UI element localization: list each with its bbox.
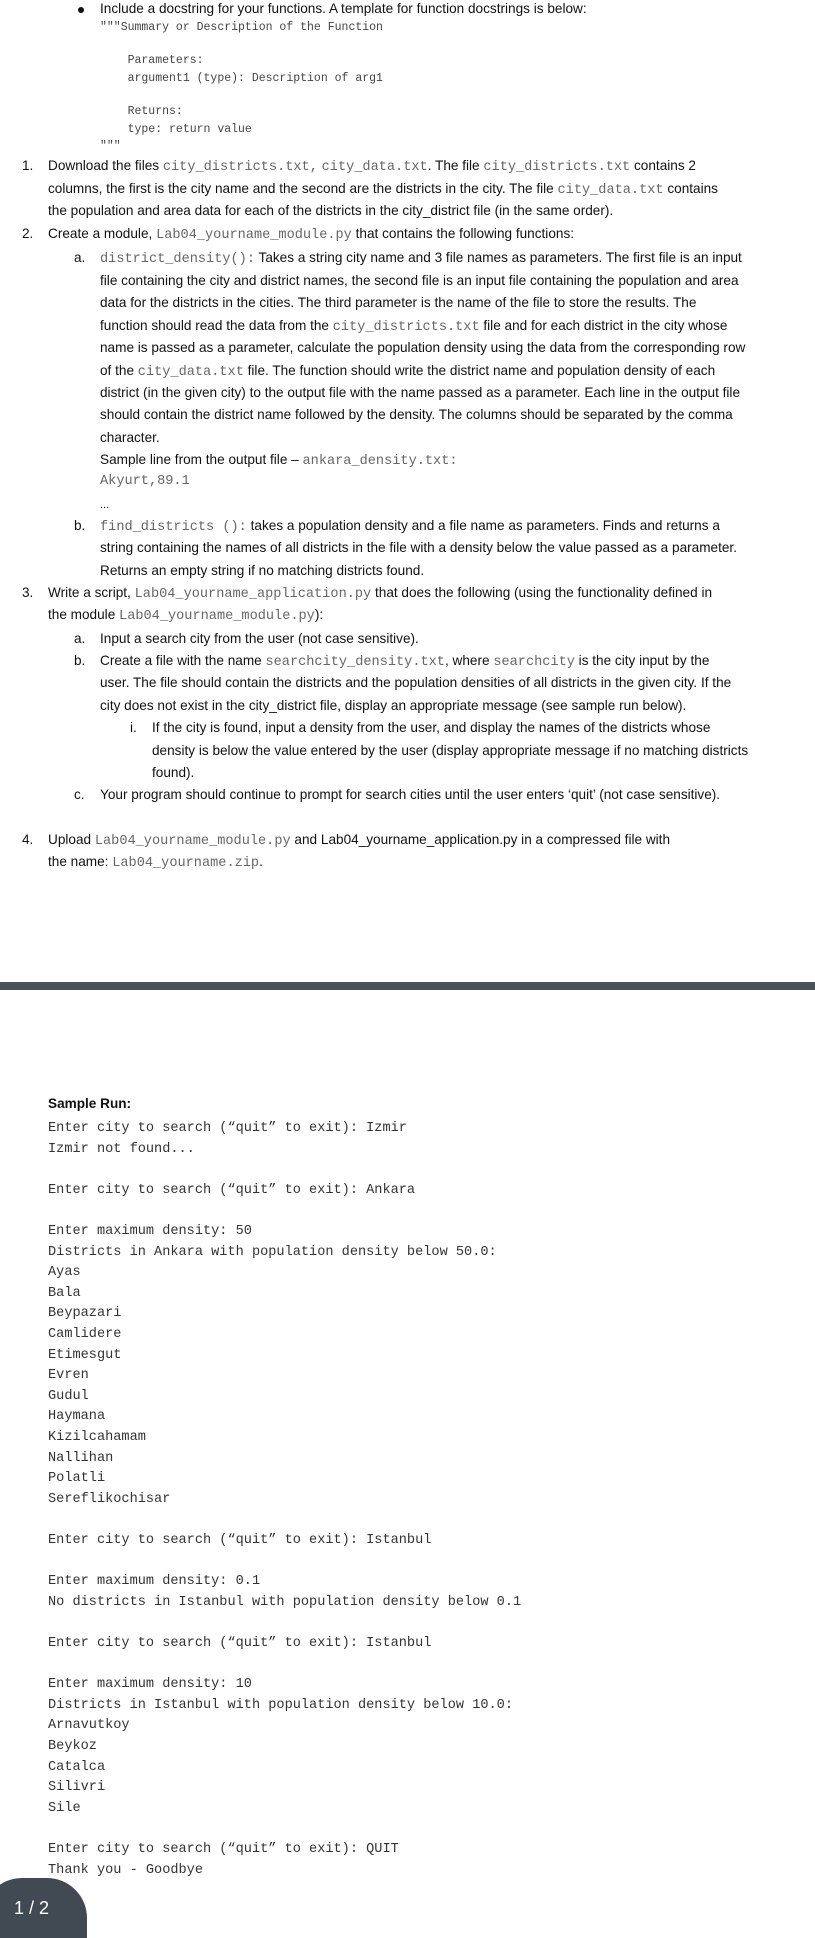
item1-line2 bbox=[48, 178, 718, 202]
item2b-line: string containing the names of all districts in the file with a density below the value passed as a parameter. bbox=[100, 540, 737, 555]
script-name: Lab04_yourname_application.py bbox=[134, 587, 372, 602]
text: Sample line from the output file – bbox=[100, 452, 303, 467]
filename: city_districts.txt bbox=[483, 160, 631, 175]
item3b-line: user. The file should contain the districts and the population densities of all districts in the given city. If the bbox=[100, 675, 732, 690]
docstring-template-line: """Summary or Description of the Function bbox=[100, 21, 383, 34]
item4-line2 bbox=[48, 851, 263, 875]
sample-run-line: Nallihan bbox=[48, 1450, 114, 1466]
sample-run-line: Enter maximum density: 0.1 bbox=[48, 1574, 261, 1590]
sample-run-line: Enter city to search (“quit” to exit): Istanbul bbox=[48, 1636, 432, 1651]
text: Create a file with the name bbox=[100, 653, 266, 668]
text: Write a script, bbox=[48, 585, 135, 600]
filename: searchcity_density.txt bbox=[265, 655, 445, 670]
item3-line2 bbox=[48, 604, 323, 628]
filename: Lab04_yourname.zip bbox=[112, 856, 260, 871]
sample-run-line: Enter city to search (“quit” to exit): Izmir bbox=[48, 1121, 407, 1136]
item-number: 1. bbox=[22, 158, 34, 173]
sample-run-line: Camlidere bbox=[48, 1327, 122, 1342]
text: and Lab04_yourname_application.py bbox=[290, 832, 518, 847]
document-page-2 bbox=[0, 990, 815, 1920]
filename: city_data.txt bbox=[137, 365, 244, 380]
subitem-letter: b. bbox=[74, 518, 86, 533]
bullet-icon bbox=[78, 7, 84, 13]
subitem-letter: c. bbox=[74, 787, 85, 802]
ellipsis: ... bbox=[100, 499, 110, 511]
filename: city_data.txt bbox=[557, 183, 664, 198]
item2a-line bbox=[100, 315, 727, 339]
page-number: 1 / 2 bbox=[14, 1898, 50, 1918]
function-name: district_density(): bbox=[100, 252, 255, 267]
item2a-line: district (in the given city) to the output file with the name passed as a parameter. Each line in the output file bbox=[100, 385, 741, 400]
text: Download the files bbox=[48, 158, 163, 173]
docstring-template-line: """ bbox=[100, 140, 121, 153]
sample-run-line: Polatli bbox=[48, 1471, 106, 1487]
sample-run-line: Arnavutkoy bbox=[48, 1718, 130, 1734]
function-name: find_districts (): bbox=[100, 520, 247, 535]
sample-run-line: Sile bbox=[48, 1800, 81, 1816]
item3b-line: city does not exist in the city_district file, display an appropriate message (see sample run below). bbox=[100, 698, 687, 713]
docstring-template-line: type: return value bbox=[100, 123, 252, 136]
filename: city_districts.txt bbox=[332, 320, 480, 335]
text: Upload bbox=[48, 832, 95, 847]
item2a-line: character. bbox=[100, 430, 160, 445]
text: takes a population density and a file name as parameters. Finds and returns a bbox=[246, 518, 720, 533]
text: that contains the following functions: bbox=[351, 226, 575, 241]
sample-run-line: Bala bbox=[48, 1285, 81, 1301]
sample-run-line: Evren bbox=[48, 1368, 89, 1384]
sample-run-line: Districts in Ankara with population density below 50.0: bbox=[48, 1244, 497, 1260]
text: is the city input by the bbox=[574, 653, 710, 668]
item3bi-line: If the city is found, input a density from the user, and display the names of the districts whose bbox=[152, 720, 711, 735]
text: in a compressed file with bbox=[517, 832, 671, 847]
docstring-template-line: Parameters: bbox=[100, 54, 204, 67]
sample-run-line: Ayas bbox=[48, 1265, 81, 1281]
item2a-line: name is passed as a parameter, calculate the population density using the data from the corresponding row bbox=[100, 340, 746, 355]
item2-line1 bbox=[48, 223, 574, 247]
subitem-letter: b. bbox=[74, 653, 86, 668]
sample-run-heading: Sample Run: bbox=[48, 1096, 132, 1111]
item4-line1 bbox=[48, 829, 670, 853]
sample-run-line: Beykoz bbox=[48, 1739, 97, 1754]
item3b-line1 bbox=[100, 650, 709, 674]
item-number: 2. bbox=[22, 226, 34, 241]
sample-run-line: Catalca bbox=[48, 1759, 106, 1775]
docstring-intro: Include a docstring for your functions. A template for function docstrings is below: bbox=[100, 1, 587, 16]
text: contains bbox=[663, 181, 718, 196]
filename: ankara_density.txt: bbox=[302, 454, 458, 469]
text: that does the following (using the functionality defined in bbox=[371, 585, 713, 600]
item-number: 4. bbox=[22, 832, 34, 847]
filename: Lab04_yourname_module.py bbox=[94, 834, 291, 849]
text: contains 2 bbox=[630, 158, 696, 173]
module-name: Lab04_yourname_module.py bbox=[156, 228, 352, 243]
item3-line1 bbox=[48, 582, 712, 606]
item2b-line: Returns an empty string if no matching districts found. bbox=[100, 563, 425, 578]
docstring-template-line: Returns: bbox=[100, 105, 183, 118]
module-name: Lab04_yourname_module.py bbox=[119, 609, 315, 624]
sample-run-line: Haymana bbox=[48, 1409, 106, 1425]
sample-run-line: Sereflikochisar bbox=[48, 1491, 171, 1507]
sample-output-line: Akyurt,89.1 bbox=[100, 474, 190, 489]
sample-run-line: Enter city to search (“quit” to exit): QUIT bbox=[48, 1842, 399, 1857]
text: file and for each district in the city whose bbox=[479, 318, 728, 333]
text: Create a module, bbox=[48, 226, 157, 241]
item1-line3: the population and area data for each of the districts in the city_district file (in the same order). bbox=[48, 203, 614, 218]
sample-run-line: Enter maximum density: 10 bbox=[48, 1677, 252, 1693]
item1-line1 bbox=[48, 155, 696, 179]
text: ): bbox=[314, 607, 324, 622]
item2a-sample bbox=[100, 449, 458, 473]
sample-run-line: Etimesgut bbox=[48, 1347, 122, 1363]
text: the module bbox=[48, 607, 120, 622]
text: of the bbox=[100, 363, 138, 378]
item2a-line bbox=[100, 360, 715, 384]
sample-run-line: Beypazari bbox=[48, 1306, 122, 1322]
text: file. The function should write the district name and population density of each bbox=[243, 363, 716, 378]
sample-run-line: Enter city to search (“quit” to exit): Istanbul bbox=[48, 1533, 432, 1548]
sample-run-line: Gudul bbox=[48, 1388, 89, 1404]
sample-run-line: Silivri bbox=[48, 1780, 106, 1796]
sample-run-line: Kizilcahamam bbox=[48, 1430, 146, 1445]
text: function should read the data from the bbox=[100, 318, 333, 333]
sample-run-line: Enter maximum density: 50 bbox=[48, 1224, 252, 1239]
item3bi-line: density is below the value entered by the user (display appropriate message if no matching districts bbox=[152, 743, 749, 758]
sample-run-line: Districts in Istanbul with population density below 10.0: bbox=[48, 1697, 513, 1713]
sample-run-line: Enter city to search (“quit” to exit): Ankara bbox=[48, 1182, 416, 1198]
text: , where bbox=[444, 653, 494, 668]
sample-run-line: No districts in Istanbul with population density below 0.1 bbox=[48, 1594, 522, 1610]
item-number: 3. bbox=[22, 585, 34, 600]
item2a-line: file containing the city and district names, the second file is an input file containing the population and area bbox=[100, 273, 739, 288]
item2a-line: should contain the district name followed by the density. The columns should be separated by the comma bbox=[100, 407, 733, 422]
item3a: Input a search city from the user (not case sensitive). bbox=[100, 631, 419, 646]
item3c: Your program should continue to prompt for search cities until the user enters ‘quit’ (not case sensitive). bbox=[100, 787, 721, 802]
sample-run-line: Izmir not found... bbox=[48, 1141, 195, 1157]
text: . The file bbox=[427, 158, 484, 173]
page-divider bbox=[0, 982, 815, 990]
sample-run-line: Thank you - Goodbye bbox=[48, 1862, 203, 1878]
text: columns, the first is the city name and the second are the districts in the city. The file bbox=[48, 181, 558, 196]
subitem-letter: a. bbox=[74, 250, 86, 265]
text: Takes a string city name and 3 file names as parameters. The first file is an input bbox=[255, 250, 742, 265]
filename: city_data.txt bbox=[321, 160, 428, 175]
item3bi-line: found). bbox=[152, 765, 195, 780]
docstring-template-line: argument1 (type): Description of arg1 bbox=[100, 72, 383, 85]
filename: city_districts.txt, bbox=[162, 160, 318, 175]
item2a-line: data for the districts in the cities. The third parameter is the name of the file to store the results. The bbox=[100, 295, 697, 310]
text: . bbox=[259, 854, 263, 869]
variable-name: searchcity bbox=[493, 655, 575, 670]
text: the name: bbox=[48, 854, 113, 869]
subitem-roman: i. bbox=[130, 720, 137, 735]
item2a-line1 bbox=[100, 247, 742, 271]
item2b-line1 bbox=[100, 515, 720, 539]
subitem-letter: a. bbox=[74, 631, 86, 646]
